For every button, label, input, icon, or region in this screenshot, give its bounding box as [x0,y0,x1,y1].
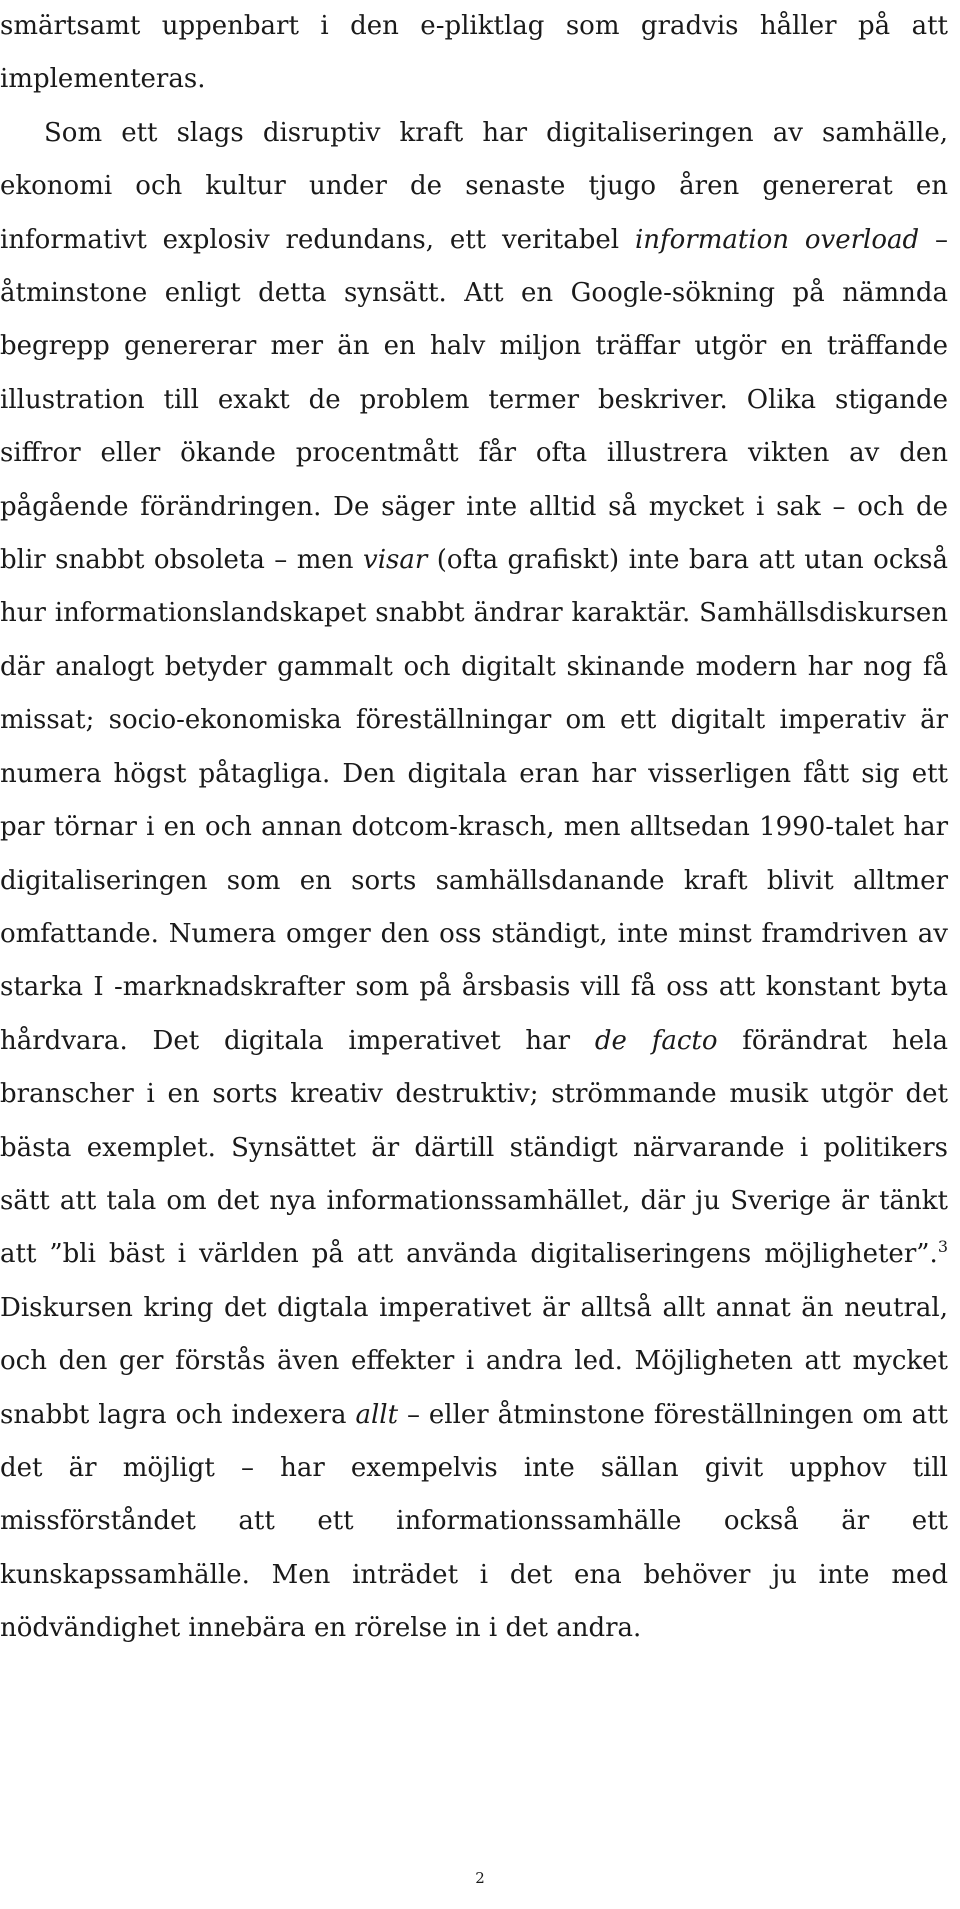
text-run: – åtminstone enligt detta synsätt. Att en Google-sökning på nämnda begrepp genererar mer än en halv miljon träffar utgör en träffande illustration till exakt de problem termer beskriver. Olika stigande siffror eller ökande procentmått får ofta illustrera vikten av den pågående förändringen. De säger inte alltid så mycket i sak – och de blir snabbt obsoleta – men [0,224,949,576]
italic-term: de facto [594,1025,718,1056]
paragraph-1 [0,0,948,107]
text-run: Som ett slags disruptiv kraft har digitaliseringen av samhälle, ekonomi och kultur under de senaste tjugo åren genererat en informativt explosiv redundans, ett veritabel [0,117,948,255]
footnote-marker: 3 [937,1237,948,1257]
text-run: Diskursen kring det digtala imperativet är alltså allt annat än neutral, och den ger förstås även effekter i andra led. Möjligheten att mycket snabbt lagra och indexera [0,1292,948,1430]
italic-term: allt [355,1399,399,1430]
italic-term: visar [363,545,428,576]
page-number: 2 [475,1869,485,1887]
text-run: (ofta grafiskt) inte bara att utan också hur informationslandskapet snabbt ändrar karaktär. Samhällsdiskursen där analogt betyder gammalt och digitalt skinande modern har nog få missat; socio-ekonomiska föreställningar om ett digitalt imperativ är numera högst påtagliga. Den digitala eran har visserligen fått sig ett par törnar i en och annan dotcom-krasch, men alltsedan 1990-talet har digitaliseringen som en sorts samhällsdanande kraft blivit alltmer omfattande. Numera omger den oss ständigt, inte minst framdriven av starka I -marknadskrafter som på årsbasis vill få oss att konstant byta hårdvara. Det digitala imperativet har [0,545,948,1056]
italic-term: information overload [634,224,920,255]
text-run: – eller åtminstone föreställningen om att det är möjligt – har exempelvis inte sällan givit upphov till missförståndet att ett informationssamhälle också är ett kunskapssamhälle. Men inträdet i det ena behöver ju inte med nödvändighet innebära en rörelse in i det andra. [0,1399,948,1644]
text-run: förändrat hela branscher i en sorts kreativ destruktiv; strömmande musik utgör det bästa exemplet. Synsättet är därtill ständigt närvarande i politikers sätt att tala om det nya informationssamhället, där ju Sverige är tänkt att ”bli bäst i världen på att använda digitaliseringens möjligheter”. [0,1025,948,1270]
text-run: smärtsamt uppenbart i den e-pliktlag som gradvis håller på att implementeras. [0,11,948,95]
paragraph-2 [0,107,948,1656]
